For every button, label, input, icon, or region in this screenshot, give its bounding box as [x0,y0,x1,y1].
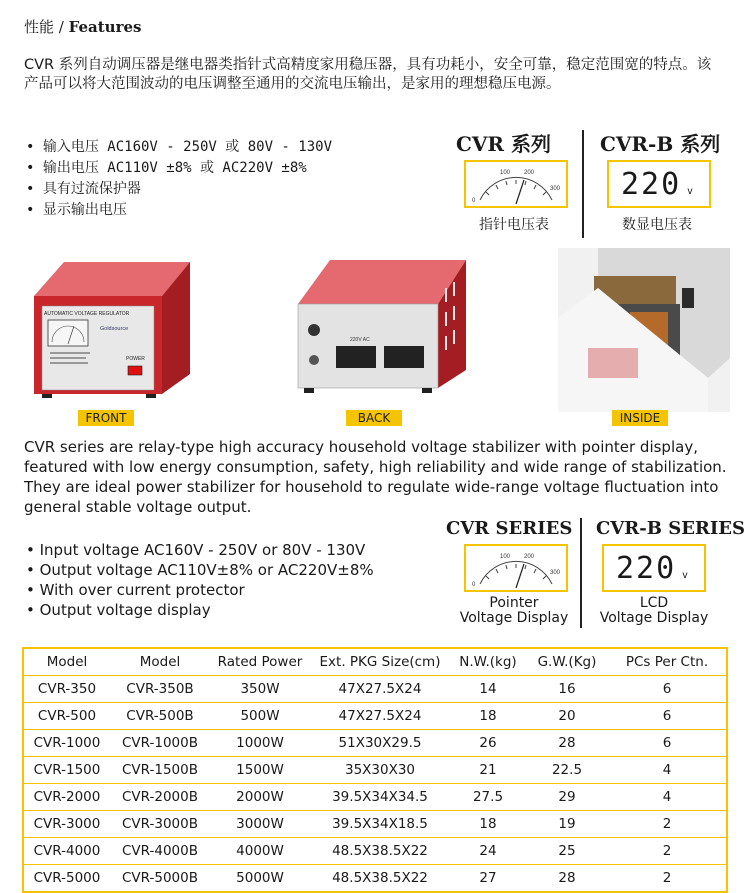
table-cell: 6 [608,703,727,730]
table-row [23,676,727,703]
table-cell: 24 [450,838,526,865]
table-cell: 6 [608,730,727,757]
table-cell: CVR-5000B [110,865,210,893]
spec-table [22,647,728,893]
table-cell: 20 [526,703,608,730]
table-cell: 21 [450,757,526,784]
meter-tick: 0 [472,582,476,588]
table-row [23,730,727,757]
section-title [24,16,141,37]
back-photo [290,248,480,412]
table-cell: 5000W [210,865,310,893]
table-cell: CVR-350B [110,676,210,703]
power-text: POWER [126,356,145,362]
en-cvr-caption [446,596,582,626]
en-cvrb-caption-line: LCD [639,595,669,611]
table-cell: CVR-1000B [110,730,210,757]
table-cell: 39.5X34X34.5 [310,784,450,811]
en-feature-list [26,540,374,620]
table-cell: 16 [526,676,608,703]
lcd-display-icon [607,160,711,208]
table-cell: CVR-350 [23,676,110,703]
table-cell: 350W [210,676,310,703]
column-header: Model [23,648,110,676]
table-cell: 28 [526,865,608,893]
table-cell: 4 [608,784,727,811]
lcd-unit: v [682,570,689,581]
table-cell: CVR-500B [110,703,210,730]
cn-cvrb-caption: 数显电压表 [622,217,692,233]
table-row [23,757,727,784]
cn-feature-item: • 具有过流保护器 [26,179,332,200]
column-header: Model [110,648,210,676]
table-cell: 500W [210,703,310,730]
cn-feature-item: • 显示输出电压 [26,200,332,221]
inside-label: INSIDE [612,410,668,426]
en-feature-item: • With over current protector [26,580,374,600]
en-cvr-series-title: CVR SERIES [446,518,573,539]
cn-cvr-caption: 指针电压表 [479,217,549,233]
table-cell: 48.5X38.5X22 [310,865,450,893]
front-panel-text: AUTOMATIC VOLTAGE REGULATOR [44,311,130,317]
table-cell: 4 [608,757,727,784]
meter-tick: 100 [500,170,511,176]
cn-intro-paragraph: CVR 系列自动调压器是继电器类指针式高精度家用稳压器，具有功耗小，安全可靠，稳定范围宽的特点。该产品可以将大范围波动的电压调整至通用的交流电压输出，是家用的理想稳压电源。 [24,57,712,92]
front-label: FRONT [78,410,134,426]
front-photo [20,248,220,412]
column-header: Ext. PKG Size(cm) [310,648,450,676]
table-cell: 27 [450,865,526,893]
title-cn: 性能 [24,18,55,36]
table-cell: CVR-2000B [110,784,210,811]
meter-tick: 300 [550,570,561,576]
table-cell: 35X30X30 [310,757,450,784]
table-cell: 51X30X29.5 [310,730,450,757]
pointer-meter-icon [464,160,568,208]
title-en: Features [68,18,142,36]
back-label: BACK [346,410,402,426]
cn-cvrb-series-title: CVR-B 系列 [600,132,721,156]
column-header: PCs Per Ctn. [608,648,727,676]
cn-feature-item: • 输入电压 AC160V - 250V 或 80V - 130V [26,137,332,158]
table-cell: CVR-1500B [110,757,210,784]
table-cell: 14 [450,676,526,703]
table-row [23,703,727,730]
table-cell: 25 [526,838,608,865]
en-cvr-caption-line: Pointer [489,595,539,611]
en-cvr-caption-line: Voltage Display [459,610,569,626]
table-row [23,784,727,811]
table-cell: 18 [450,703,526,730]
meter-tick: 300 [550,186,561,192]
table-cell: 6 [608,676,727,703]
table-cell: 47X27.5X24 [310,676,450,703]
table-cell: CVR-5000 [23,865,110,893]
en-cvrb-caption-line: Voltage Display [599,610,709,626]
meter-tick: 200 [524,554,535,560]
title-separator: / [58,18,64,36]
table-cell: 2 [608,865,727,893]
table-cell: 2000W [210,784,310,811]
pointer-meter-icon [464,544,568,592]
table-cell: CVR-3000B [110,811,210,838]
lcd-value: 220 [616,551,677,586]
cn-feature-list [26,137,332,221]
table-cell: 19 [526,811,608,838]
en-feature-item: • Output voltage display [26,600,374,620]
table-cell: CVR-2000 [23,784,110,811]
column-header: Rated Power [210,648,310,676]
table-cell: 29 [526,784,608,811]
inside-photo [558,248,730,412]
column-header: G.W.(Kg) [526,648,608,676]
column-header: N.W.(kg) [450,648,526,676]
table-cell: CVR-500 [23,703,110,730]
table-cell: 27.5 [450,784,526,811]
table-header-row [23,648,727,676]
meter-tick: 200 [524,170,535,176]
table-cell: 48.5X38.5X22 [310,838,450,865]
table-row [23,811,727,838]
table-cell: 1000W [210,730,310,757]
en-cvrb-caption [586,596,722,626]
meter-tick: 0 [472,198,476,204]
table-cell: 22.5 [526,757,608,784]
lcd-unit: v [687,186,694,197]
table-cell: CVR-4000B [110,838,210,865]
table-cell: CVR-1000 [23,730,110,757]
table-cell: 28 [526,730,608,757]
back-panel-text: 220V AC [350,337,370,343]
table-cell: 3000W [210,811,310,838]
table-cell: CVR-3000 [23,811,110,838]
en-feature-item: • Input voltage AC160V - 250V or 80V - 130V [26,540,374,560]
en-feature-item: • Output voltage AC110V±8% or AC220V±8% [26,560,374,580]
table-cell: 2 [608,838,727,865]
table-cell: CVR-1500 [23,757,110,784]
lcd-value: 220 [621,167,682,202]
cn-feature-item: • 输出电压 AC110V ±8% 或 AC220V ±8% [26,158,332,179]
table-cell: 1500W [210,757,310,784]
meter-tick: 100 [500,554,511,560]
table-row [23,838,727,865]
table-cell: 18 [450,811,526,838]
cn-cvr-series-title: CVR 系列 [456,132,552,156]
table-cell: 47X27.5X24 [310,703,450,730]
table-cell: 26 [450,730,526,757]
en-cvrb-series-title: CVR-B SERIES [596,518,746,539]
table-row [23,865,727,893]
table-cell: 39.5X34X18.5 [310,811,450,838]
table-cell: 4000W [210,838,310,865]
lcd-display-icon [602,544,706,592]
table-cell: CVR-4000 [23,838,110,865]
en-intro-paragraph: CVR series are relay-type high accuracy household voltage stabilizer with pointer display, featured with low energy consumption, safety, high reliability and wide range of stabilization. They are ideal power stabilizer for household to regulate wide-range voltage fluctuation into general stable voltage output. [24,438,727,516]
brand-text: Goldsource [100,326,129,332]
series-divider [582,130,584,238]
table-cell: 2 [608,811,727,838]
